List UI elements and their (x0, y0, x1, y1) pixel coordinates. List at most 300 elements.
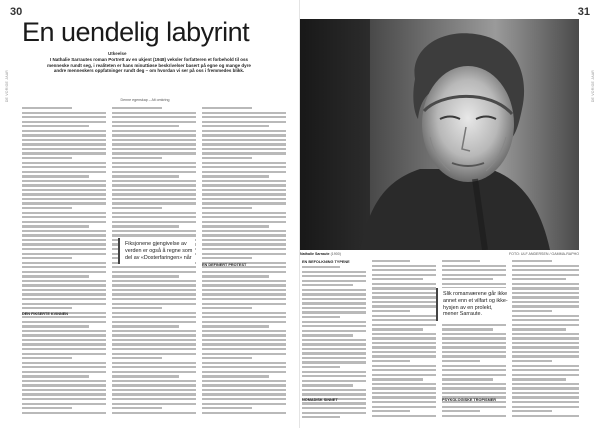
text-line (302, 334, 353, 336)
text-line (512, 283, 579, 285)
text-line (372, 274, 436, 276)
text-line (372, 292, 436, 294)
text-line (112, 112, 196, 114)
text-line (112, 330, 196, 332)
text-line (302, 393, 366, 395)
text-line (112, 407, 162, 409)
text-line (22, 343, 106, 345)
text-line (372, 278, 423, 280)
text-line (512, 337, 579, 339)
text-line (112, 143, 196, 145)
text-line (512, 292, 579, 294)
text-line (112, 139, 196, 141)
text-line (442, 410, 480, 412)
text-line (112, 212, 196, 214)
text-line (512, 392, 579, 394)
caption-credit: FOTO: ULF ANDERSEN / GAMMA-RAPHO (508, 252, 579, 256)
text-line (202, 134, 286, 136)
text-line (112, 216, 196, 218)
text-line (202, 125, 269, 127)
text-line (112, 162, 196, 164)
text-line (22, 239, 106, 241)
text-line (372, 374, 436, 376)
text-line (22, 107, 72, 109)
text-line (22, 353, 106, 355)
text-line (112, 280, 196, 282)
text-line (202, 316, 286, 318)
text-line (202, 353, 286, 355)
text-line (22, 143, 106, 145)
text-line (512, 296, 579, 298)
text-line (302, 330, 366, 332)
text-line (442, 333, 506, 335)
text-line (442, 383, 506, 385)
text-line (22, 398, 106, 400)
article-kicker: Utkeelse (108, 51, 127, 56)
text-line (22, 148, 106, 150)
text-line (512, 328, 566, 330)
text-line (372, 324, 436, 326)
text-line (112, 198, 196, 200)
text-line (512, 333, 579, 335)
text-line (372, 410, 410, 412)
text-line (22, 216, 106, 218)
text-line (372, 319, 436, 321)
text-line (202, 193, 286, 195)
text-line (372, 378, 423, 380)
text-line (202, 257, 252, 259)
text-line (302, 384, 353, 386)
text-line (512, 387, 579, 389)
text-line (22, 180, 106, 182)
text-line (22, 298, 106, 300)
text-line (22, 253, 106, 255)
article-deck: I Nathalie Sarrautes roman Portrett av en ukjent (1948) veksler forfatteren et forbehold til oss menneske rundt seg, i realiteten er hans minuttiøse beskrivelser basert på egne og mange dyre andre menneskers oppfatninger rundt deg – om hvordan vi ser på oss i fremmedes blikk. (47, 57, 251, 74)
text-line (202, 343, 286, 345)
text-line (512, 315, 579, 317)
text-line (22, 334, 106, 336)
text-line (512, 401, 579, 403)
text-line (202, 248, 286, 250)
text-line (302, 275, 366, 277)
text-line (512, 287, 579, 289)
text-line (372, 337, 436, 339)
text-line (302, 302, 366, 304)
text-line (22, 193, 106, 195)
section-head-5-wrap (302, 398, 366, 404)
text-line (202, 303, 286, 305)
text-line (202, 403, 286, 405)
text-line (202, 389, 286, 391)
text-line (442, 406, 506, 408)
text-line (112, 375, 179, 377)
text-line (302, 389, 366, 391)
text-line (22, 293, 106, 295)
text-line (442, 269, 506, 271)
right-margin-label: DE VORIGE JAAR (591, 70, 595, 103)
text-line (112, 393, 196, 395)
text-line (112, 357, 162, 359)
text-line (202, 321, 286, 323)
text-line (512, 378, 566, 380)
page-number-left: 30 (10, 6, 23, 18)
text-line (372, 333, 436, 335)
text-line (202, 198, 286, 200)
text-line (372, 287, 436, 289)
text-line (202, 202, 286, 204)
text-line (302, 416, 340, 418)
text-line (202, 239, 286, 241)
section-head: PSYKOLOGISKE TROPISMER (442, 398, 497, 402)
text-line (512, 305, 579, 307)
text-line (202, 180, 286, 182)
text-line (202, 362, 286, 364)
text-line (22, 280, 106, 282)
text-line (202, 175, 269, 177)
text-line (202, 293, 286, 295)
article-byline: Denne egenskap – Alt omkring (120, 98, 170, 102)
text-line (202, 162, 286, 164)
text-line (202, 166, 286, 168)
text-line (112, 225, 179, 227)
text-line (22, 407, 72, 409)
text-line (112, 230, 196, 232)
text-line (372, 383, 436, 385)
text-line (112, 293, 196, 295)
text-line (112, 189, 196, 191)
text-line (372, 283, 436, 285)
text-line (22, 171, 106, 173)
text-line (442, 355, 506, 357)
text-line (302, 325, 366, 327)
text-line (22, 189, 106, 191)
text-line (112, 184, 196, 186)
text-line (372, 315, 436, 317)
text-line (202, 130, 286, 132)
text-line (112, 221, 196, 223)
text-line (22, 275, 89, 277)
text-line (512, 351, 579, 353)
text-line (112, 134, 196, 136)
portrait-image (300, 19, 579, 250)
text-line (22, 348, 106, 350)
text-line (112, 207, 162, 209)
text-line (442, 374, 506, 376)
text-line (22, 175, 89, 177)
text-line (112, 303, 196, 305)
text-line (202, 334, 286, 336)
text-line (302, 343, 366, 345)
text-line (112, 271, 196, 273)
text-line (22, 152, 106, 154)
text-line (372, 392, 436, 394)
text-line (202, 284, 286, 286)
text-line (22, 330, 106, 332)
text-line (202, 271, 286, 273)
text-line (372, 301, 436, 303)
text-line (22, 366, 106, 368)
text-line (112, 307, 162, 309)
section-head: DEN FIKSERTE KVINNEN (22, 312, 68, 316)
text-line (512, 310, 552, 312)
text-line (302, 339, 366, 341)
text-line (22, 198, 106, 200)
text-line (22, 134, 106, 136)
text-line (112, 353, 196, 355)
text-line (22, 248, 106, 250)
text-line (302, 352, 366, 354)
text-line (302, 366, 340, 368)
text-line (512, 410, 552, 412)
text-line (512, 369, 579, 371)
text-line (512, 415, 579, 417)
text-line (22, 230, 106, 232)
text-line (22, 202, 106, 204)
text-line (372, 269, 436, 271)
text-line (112, 412, 196, 414)
text-line (112, 152, 196, 154)
text-line (202, 398, 286, 400)
text-line (202, 171, 286, 173)
text-line (202, 139, 286, 141)
text-line (112, 371, 196, 373)
text-line (302, 371, 366, 373)
text-line (202, 143, 286, 145)
section-head: EN DEFINERT PROTEST (202, 263, 247, 267)
text-line (22, 116, 106, 118)
text-line (202, 253, 286, 255)
text-line (202, 380, 286, 382)
text-line (442, 392, 506, 394)
text-line (112, 148, 196, 150)
text-line (302, 375, 366, 377)
body-column-6 (442, 260, 506, 421)
text-line (512, 278, 566, 280)
text-line (22, 234, 106, 236)
text-line (372, 342, 436, 344)
text-line (112, 334, 196, 336)
text-line (112, 275, 179, 277)
text-line (22, 266, 106, 268)
text-line (22, 262, 106, 264)
text-line (22, 225, 89, 227)
text-line (202, 116, 286, 118)
text-line (22, 130, 106, 132)
text-line (22, 389, 106, 391)
text-line (442, 378, 493, 380)
text-line (442, 274, 506, 276)
text-line (512, 346, 579, 348)
body-column-5 (372, 260, 436, 421)
text-line (112, 389, 196, 391)
caption-year: (1900) (330, 252, 341, 256)
text-line (372, 369, 436, 371)
text-line (512, 324, 579, 326)
text-line (202, 207, 252, 209)
section-head-4-wrap (442, 398, 506, 404)
text-line (442, 369, 506, 371)
text-line (512, 396, 579, 398)
text-line (442, 342, 506, 344)
text-line (22, 271, 106, 273)
text-line (202, 107, 252, 109)
text-line (512, 265, 579, 267)
text-line (112, 202, 196, 204)
section-head: NOMADISK SINNET (302, 398, 338, 402)
text-line (512, 269, 579, 271)
text-line (112, 180, 196, 182)
text-line (202, 148, 286, 150)
text-line (302, 289, 366, 291)
pull-quote-left: Fiksjonene gjengivelse av verden er også å regne som del av «Dosterfaringen» når (118, 238, 195, 264)
text-line (112, 175, 179, 177)
article-title: En uendelig labyrint (22, 17, 250, 47)
text-line (22, 212, 106, 214)
text-line (372, 401, 436, 403)
text-line (302, 361, 366, 363)
text-line (22, 380, 106, 382)
text-line (372, 387, 436, 389)
text-line (442, 346, 506, 348)
text-line (112, 384, 196, 386)
text-line (22, 284, 106, 286)
text-line (22, 325, 89, 327)
text-line (512, 319, 579, 321)
text-line (372, 265, 436, 267)
text-line (112, 125, 179, 127)
text-line (22, 257, 72, 259)
text-line (302, 321, 366, 323)
text-line (202, 339, 286, 341)
text-line (112, 284, 196, 286)
text-line (302, 407, 366, 409)
text-line (202, 375, 269, 377)
text-line (22, 362, 106, 364)
text-line (112, 321, 196, 323)
text-line (202, 184, 286, 186)
text-line (112, 234, 196, 236)
text-line (202, 275, 269, 277)
text-line (372, 406, 436, 408)
text-line (372, 365, 436, 367)
text-line (442, 365, 506, 367)
text-line (202, 312, 286, 314)
text-line (112, 366, 196, 368)
text-line (22, 221, 106, 223)
text-line (302, 293, 366, 295)
text-line (512, 274, 579, 276)
text-line (442, 387, 506, 389)
text-line (112, 312, 196, 314)
text-line (302, 380, 366, 382)
section-head-1-wrap (22, 312, 106, 318)
text-line (202, 407, 252, 409)
text-line (202, 298, 286, 300)
text-line (302, 357, 366, 359)
left-margin-label: DE VORIGE JAAR (5, 70, 9, 103)
text-line (202, 393, 286, 395)
section-head-3-wrap (302, 260, 366, 266)
text-line (202, 348, 286, 350)
text-line (22, 184, 106, 186)
text-line (512, 355, 579, 357)
text-line (202, 357, 252, 359)
text-line (202, 307, 252, 309)
text-line (112, 403, 196, 405)
text-line (112, 398, 196, 400)
text-line (22, 321, 106, 323)
text-line (512, 383, 579, 385)
text-line (372, 328, 423, 330)
text-line (442, 415, 506, 417)
text-line (22, 125, 89, 127)
body-column-1 (22, 107, 106, 419)
text-line (22, 371, 106, 373)
text-line (442, 260, 480, 262)
text-line (202, 243, 286, 245)
text-line (512, 301, 579, 303)
text-line (442, 265, 506, 267)
text-line (372, 346, 436, 348)
text-line (202, 112, 286, 114)
text-line (512, 260, 552, 262)
text-line (22, 243, 106, 245)
text-line (372, 351, 436, 353)
text-line (202, 189, 286, 191)
text-line (202, 152, 286, 154)
text-line (442, 283, 506, 285)
text-line (112, 130, 196, 132)
text-line (202, 221, 286, 223)
text-line (112, 107, 162, 109)
text-line (202, 384, 286, 386)
text-line (202, 280, 286, 282)
text-line (22, 339, 106, 341)
section-head-2-wrap (202, 263, 286, 269)
text-line (112, 171, 196, 173)
page-number-right: 31 (577, 6, 590, 18)
text-line (112, 121, 196, 123)
text-line (202, 234, 286, 236)
text-line (302, 284, 353, 286)
text-line (202, 216, 286, 218)
text-line (372, 360, 410, 362)
text-line (302, 316, 340, 318)
text-line (112, 316, 196, 318)
text-line (22, 157, 72, 159)
text-line (512, 365, 579, 367)
text-line (22, 207, 72, 209)
text-line (302, 412, 366, 414)
text-line (22, 121, 106, 123)
text-line (302, 307, 366, 309)
text-line (442, 337, 506, 339)
text-line (112, 298, 196, 300)
text-line (112, 157, 162, 159)
text-line (112, 362, 196, 364)
text-line (202, 121, 286, 123)
text-line (22, 384, 106, 386)
text-line (302, 271, 366, 273)
text-line (372, 296, 436, 298)
text-line (112, 289, 196, 291)
text-line (22, 162, 106, 164)
text-line (112, 193, 196, 195)
text-line (112, 380, 196, 382)
text-line (302, 348, 366, 350)
text-line (372, 310, 410, 312)
pull-quote-right: Slik romanværene går ikke annet enn et vilfart og ikke-hysjen av en prolekt, mener Sarraute. (436, 288, 509, 321)
